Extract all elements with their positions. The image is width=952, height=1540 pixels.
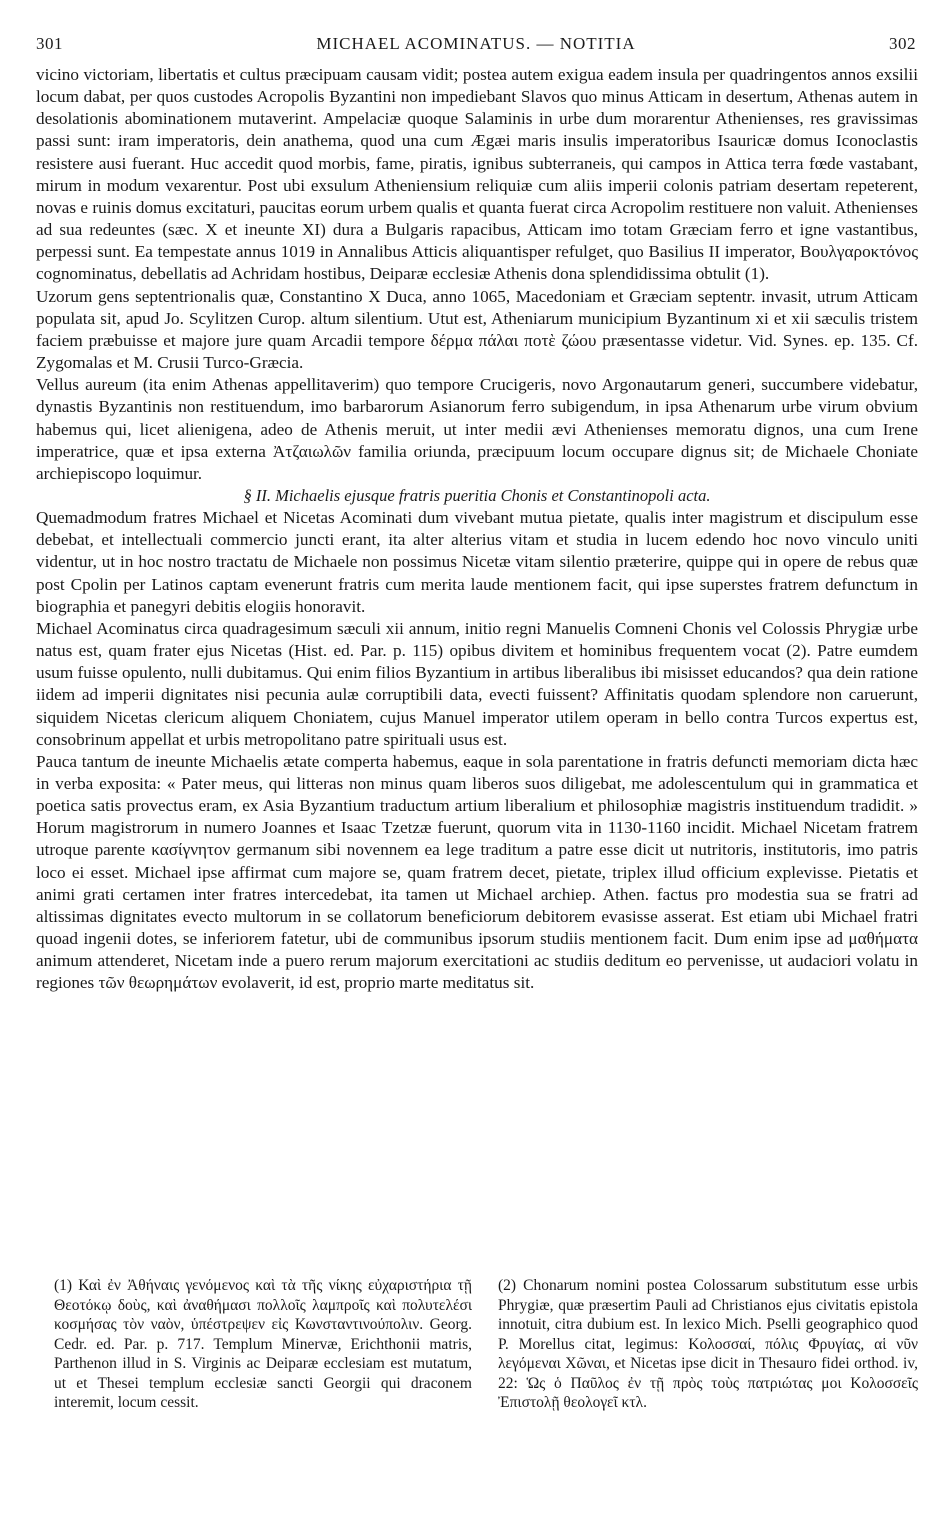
running-title: MICHAEL ACOMINATUS. — NOTITIA: [316, 34, 636, 53]
page-number-right: 302: [889, 34, 916, 53]
paragraph-4: Quemadmodum fratres Michael et Nicetas Acominati dum vivebant mutua pietate, qualis inter magistrum et discipulum esse debebat, et intellectuali commercio juncti erant, ita alter alterius vitam et studia in lucem edendo hoc novo vinculo uniti videntur, ut in hoc nostro tractatu de Michaele non possimus Nicetæ vitam silentio præterire, quippe qui in opere de rebus quæ post Cpolin per Latinos captam evenerunt fratris cum merita laude mentionem facit, qui ipse superstes fratrem defunctum in biographia et panegyri debitis elogiis honoravit.: [36, 508, 918, 616]
running-header: [36, 34, 916, 58]
page-number-left: 301: [36, 34, 63, 53]
paragraph-3: Vellus aureum (ita enim Athenas appellitaverim) quo tempore Crucigeris, novo Argonautarum generi, succumbere videbatur, dynastis Byzantinis non restituendum, imo barbarorum Asianorum ferro subigendum, in ipsa Athenarum urbe virum obvium habemus qui, licet alienigena, adeo de Athenis meruit, ut inter medii ævi Athenienses memoratu dignos, una cum Irene imperatrice, quæ et ipsa externa Ἀτζαιωλῶν familia oriunda, præcipuum locum occupare dignus sit; de Michaele Choniate archiepiscopo loquimur.: [36, 375, 918, 483]
paragraph-5: Michael Acominatus circa quadragesimum sæculi xii annum, initio regni Manuelis Comneni Chonis vel Colossis Phrygiæ urbe natus est, quam frater ejus Nicetas (Hist. ed. Par. p. 115) opibus divitem et hominibus frequentem vocat (2). Patre eumdem usum fuisse opulento, nulli dubitamus. Qui enim filios Byzantium in artibus liberalibus ibi misisset educandos? qua dein ratione iidem ad imperii dignitates nisi pecunia aulæ corruptibili data, evecti fuissent? Affinitatis quodam splendore non caruerunt, siquidem Nicetas clericum aliquem Choniatem, cujus Manuel imperator utilem operam in bello contra Turcos expertus est, consobrinum appellat et urbis metropolitano patre spirituali usus est.: [36, 618, 918, 749]
footnote-2: (2) Chonarum nomini postea Colossarum substitutum esse urbis Phrygiæ, quæ præsertim Pauli ad Christianos ejus civitatis epistola innotuit, citra dubium est. In lexico Mich. Pselli geographico quod P. Morellus citat, legimus: Κολοσσαί, πόλις Φρυγίας, αἱ νῦν λεγόμεναι Χῶναι, et Nicetas ipse dicit in Thesauro fidei orthod. iv, 22: Ὡς ὁ Παῦλος ἐν τῇ πρὸς τοὺς πατριώτας μοι Κολοσσεῖς Ἐπιστολῇ θεολογεῖ κτλ.: [498, 1277, 918, 1411]
paragraph-2: Uzorum gens septentrionalis quæ, Constantino X Duca, anno 1065, Macedoniam et Græciam septentr. invasit, utrum Atticam populata sit, apud Jo. Scylitzen Curop. altum silentium. Utut est, Atheniarum municipium Byzantinum xi et xii sæculis tristem faciem præbuisse et majore jure quam Arcadii tempore δέρμα πάλαι ποτὲ ζώου præsentasse videtur. Vid. Synes. ep. 135. Cf. Zygomalas et M. Crusii Turco-Græcia.: [36, 286, 918, 373]
section-heading: § II. Michaelis ejusque fratris pueritia Chonis et Constantinopoli acta.: [243, 485, 711, 505]
paragraph-1: vicino victoriam, libertatis et cultus præcipuam causam vidit; postea autem exigua eadem insula per quadringentos annos exsilii locum dabat, per quos custodes Acropolis Byzantini non impediebant Slavos quo minus Atticam in desertum, Athenas autem in desolationis abominationem mutaverint. Ampelaciæ quoque Salaminis in urbe dum morarentur Athenienses, res gravissimas passi sunt: iram imperatoris, dein anathema, quod una cum Ægæi maris insulis imperatoribus Isauricæ domus Iconoclastis resistere ausi fuerant. Huc accedit quod morbis, fame, piratis, ignibus subterraneis, qui campos in Attica terra fœde vastabant, mirum in modum vexarentur. Post ubi exsulum Atheniensium reliquiæ cum aliis imperii colonis patriam desertam repeterent, novas e ruinis domus excitaturi, paucitas eorum urbem qualis et quanta fuerat circa Acropolim restituere non valuit. Athenienses ad sua redeuntes (sæc. X et ineunte XI) dura a Bulgaris rapacibus, Atticam imo totam Græciam ferro et igne vastantibus, perpessi sunt. Ea tempestate annus 1019 in Annalibus Atticis aliquantisper refulget, quo Basilius II imperator, Βουλγαροκτόνος cognominatus, debellatis ad Achridam hostibus, Deiparæ ecclesiæ Athenis dona splendidissima obtulit (1).: [36, 65, 918, 284]
footnote-1: (1) Καὶ ἐν Ἀθήναις γενόμενος καὶ τὰ τῆς νίκης εὐχαριστήρια τῇ Θεοτόκῳ δοὺς, καὶ ἀναθήμασι πολλοῖς λαμπροῖς καὶ πολυτελέσι κοσμήσας τὸν ναὸν, ὑπέστρεψεν εἰς Κωνσταντινούπολιν. Georg. Cedr. ed. Par. p. 717. Templum Minervæ, Erichthonii matris, Parthenon illud in S. Virginis ac Deiparæ ecclesiam est mutatum, ut et Thesei templum ecclesiæ sancti Georgii qui draconem interemit, locum cessit.: [54, 1277, 472, 1411]
main-text: [36, 64, 918, 995]
paragraph-6: Pauca tantum de ineunte Michaelis ætate comperta habemus, eaque in sola parentatione in fratris defuncti memoriam dicta hæc in verba exposita: « Pater meus, qui litteras non minus quam liberos suos diligebat, me adolescentulum qui in grammatica et poetica satis provectus eram, ex Asia Byzantium traductum artium liberalium et philosophiæ magistris instituendum tradidit. » Horum magistrorum in numero Joannes et Isaac Tzetzæ fuerunt, quorum vita in 1130-1160 incidit. Michael Nicetam fratrem utroque parente κασίγνητον germanum sibi novennem ea lege traditum a patre esse dicit ut nutritoris, institutoris, imo patris loco ei esset. Michael ipse affirmat cum majore se, quam fratrem decet, pietate, triplex illud officium explevisse. Pietatis et animi grati certamen inter fratres intercedebat, ita tamen ut Michael archiep. Athen. factus pro modestia sua se fratri ad altissimas dignitates evecto multorum in se collatorum beneficiorum debitorem evasisse asserat. Est etiam ubi Michael fratri quoad ingenii dotes, se inferiorem fatetur, ubi de communibus ipsorum studiis mentionem facit. Dum enim ipse ad μαθήματα animum attenderet, Nicetam inde a puero rerum majorum exercitationi ac studiis deditum eo pervenisse, ut audaciori volatu in regiones τῶν θεωρημάτων evolaverit, id est, proprio marte meditatus sit.: [36, 751, 918, 993]
